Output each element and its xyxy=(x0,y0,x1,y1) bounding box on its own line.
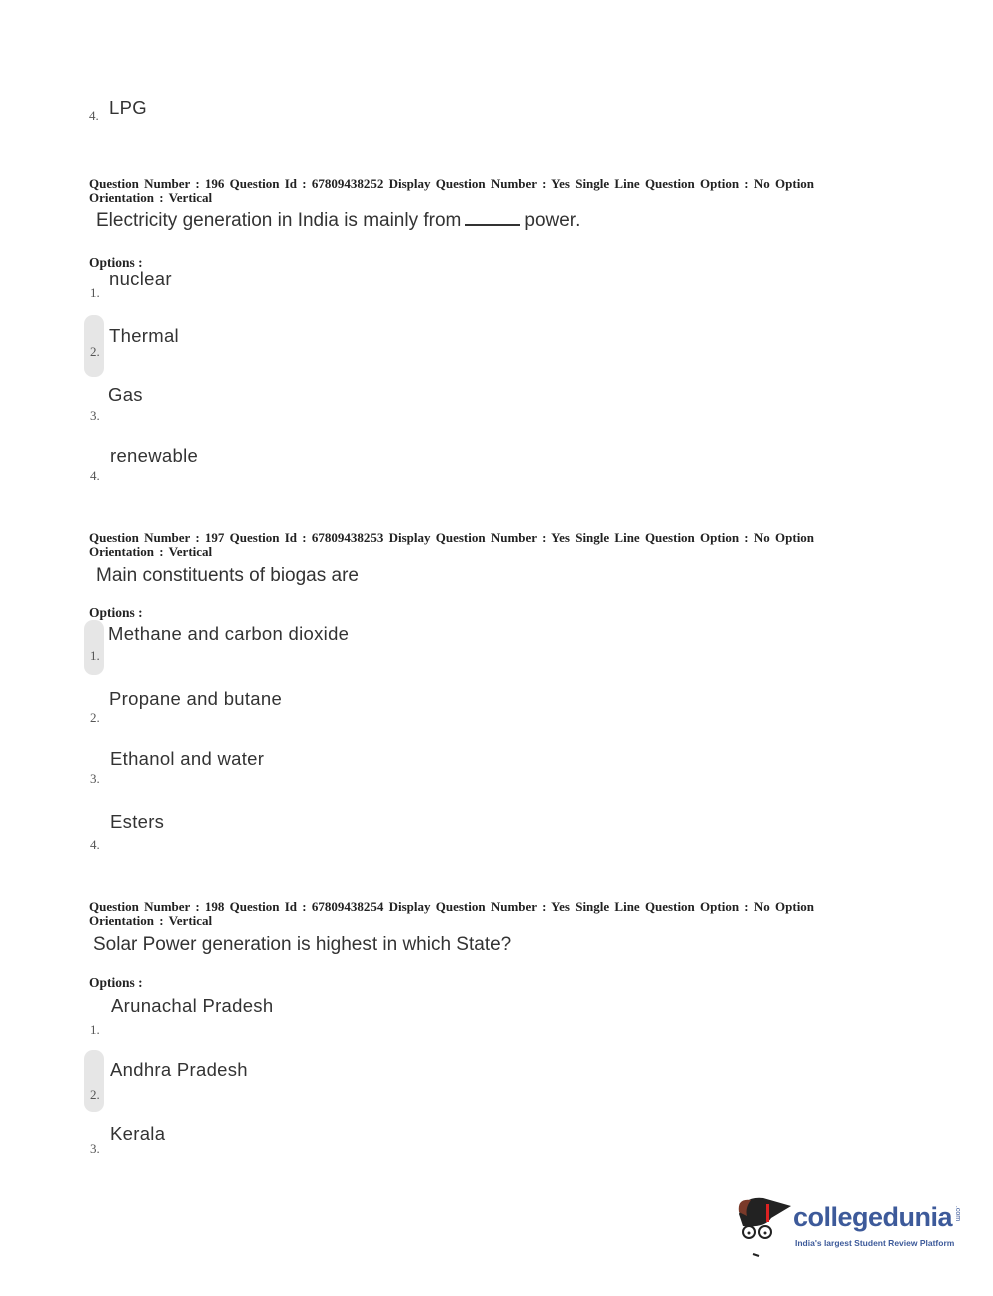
option-3-text[interactable]: Kerala xyxy=(110,1123,166,1144)
option-3-text[interactable]: Ethanol and water xyxy=(110,748,265,769)
option-number: 3. xyxy=(90,1141,100,1156)
option-number: 3. xyxy=(90,771,100,786)
question-text xyxy=(96,565,359,587)
answer-blank xyxy=(465,224,520,226)
option-2-text[interactable]: Andhra Pradesh xyxy=(110,1059,248,1080)
collegedunia-logo xyxy=(735,1188,965,1263)
option-text: LPG xyxy=(109,97,147,118)
option-number: 1. xyxy=(90,1022,100,1037)
question-meta: Question Number : 198 Question Id : 67809438254 Display Question Number : Yes Single Line Question Option : No Option Orientation : Vertical xyxy=(89,899,815,928)
option-4-text[interactable]: renewable xyxy=(110,445,199,466)
logo-text: collegedunia xyxy=(793,1202,953,1232)
option-number: 2. xyxy=(90,710,100,725)
options-label: Options : xyxy=(89,605,143,620)
options-label: Options : xyxy=(89,255,143,270)
option-number: 1. xyxy=(90,648,100,663)
question-meta: Question Number : 196 Question Id : 67809438252 Display Question Number : Yes Single Line Question Option : No Option Orientation : Vertical xyxy=(89,176,815,205)
question-text xyxy=(96,210,580,232)
option-2-text[interactable]: Propane and butane xyxy=(109,688,283,709)
question-text-part: Main constituents of biogas are xyxy=(96,565,359,586)
question-text-part: Electricity generation in India is mainly from xyxy=(96,210,462,231)
logo-suffix: .com xyxy=(954,1205,962,1222)
option-3-text[interactable]: Gas xyxy=(108,384,143,405)
option-number: 2. xyxy=(90,1087,100,1102)
option-2-text[interactable]: Thermal xyxy=(109,325,179,346)
option-number: 4. xyxy=(89,108,99,123)
mascot-icon xyxy=(735,1188,795,1260)
option-number: 4. xyxy=(90,468,100,483)
question-text xyxy=(93,934,511,956)
option-number: 1. xyxy=(90,285,100,300)
option-1-text[interactable]: nuclear xyxy=(109,268,172,289)
logo-tagline: India's largest Student Review Platform xyxy=(795,1238,955,1248)
option-1-text[interactable]: Arunachal Pradesh xyxy=(111,995,274,1016)
option-number: 2. xyxy=(90,344,100,359)
option-number: 4. xyxy=(90,837,100,852)
question-meta: Question Number : 197 Question Id : 67809438253 Display Question Number : Yes Single Line Question Option : No Option Orientation : Vertical xyxy=(89,530,815,559)
question-text-part: Solar Power generation is highest in which State? xyxy=(93,934,512,955)
options-label: Options : xyxy=(89,975,143,990)
question-text-part: power. xyxy=(524,210,581,231)
option-4-text[interactable]: Esters xyxy=(110,811,165,832)
option-1-text[interactable]: Methane and carbon dioxide xyxy=(108,623,350,644)
option-number: 3. xyxy=(90,408,100,423)
